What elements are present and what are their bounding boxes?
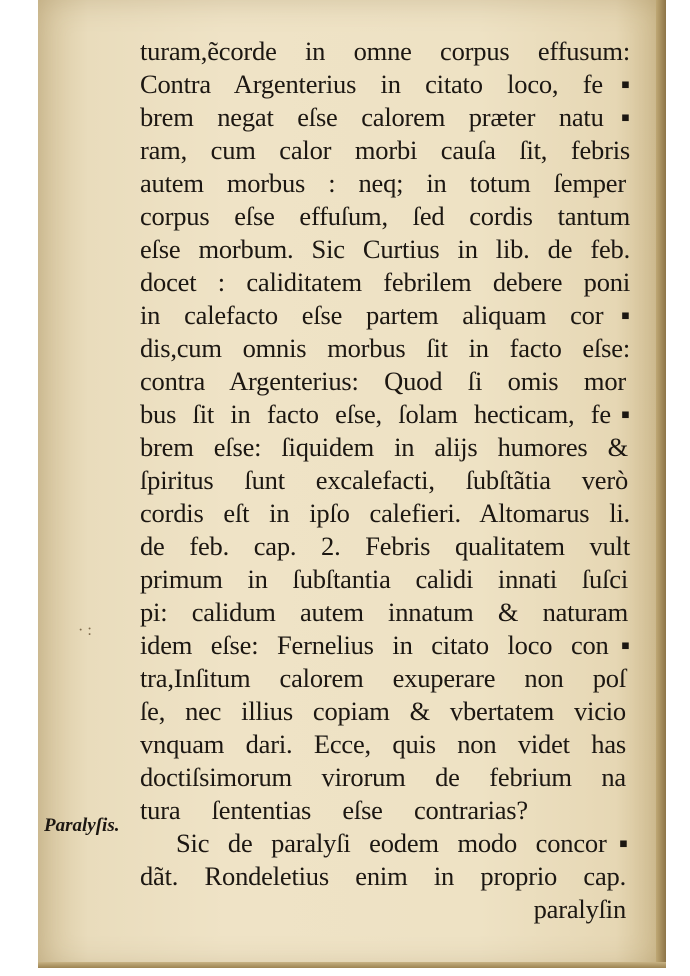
text-line: vnquam dari. Ecce, quis non videt has bbox=[140, 729, 626, 759]
margin-specks: · : bbox=[78, 622, 92, 639]
text-line: cordis eſt in ipſo calefieri. Altomarus li. bbox=[140, 498, 630, 528]
text-line: turam,ẽcorde in omne corpus effusum: bbox=[140, 36, 630, 66]
text-line: tura ſententias eſse contrarias? bbox=[140, 795, 528, 825]
text-line: ram, cum calor morbi cauſa ſit, febris bbox=[140, 135, 630, 165]
catchword: paralyſin bbox=[533, 894, 626, 924]
text-line: de feb. cap. 2. Febris qualitatem vult bbox=[140, 531, 630, 561]
text-line: ſpiritus ſunt excalefacti, ſubſtãtia verò bbox=[140, 465, 628, 495]
text-line: pi: calidum autem innatum & naturam bbox=[140, 597, 628, 627]
text-line: autem morbus : neq; in totum ſemper bbox=[140, 168, 626, 198]
text-line: in calefacto eſse partem aliquam cor▪ bbox=[140, 300, 630, 330]
text-line: Sic de paralyſi eodem modo concor▪ bbox=[176, 828, 628, 858]
text-line: dis,cum omnis morbus ſit in facto eſse: bbox=[140, 333, 630, 363]
text-line: eſse morbum. Sic Curtius in lib. de feb. bbox=[140, 234, 630, 264]
text-line: doctiſsimorum virorum de febrium na bbox=[140, 762, 626, 792]
text-line: corpus eſse effuſum, ſed cordis tantum bbox=[140, 201, 630, 231]
page-edge-bottom bbox=[38, 962, 666, 968]
text-line: brem negat eſse calorem præter natu▪ bbox=[140, 102, 630, 132]
text-line: ſe, nec illius copiam & vbertatem vicio bbox=[140, 696, 626, 726]
text-line: idem eſse: Fernelius in citato loco con▪ bbox=[140, 630, 630, 660]
text-line: bus ſit in facto eſse, ſolam hecticam, fe▪ bbox=[140, 399, 630, 429]
text-line: dãt. Rondeletius enim in proprio cap. bbox=[140, 861, 626, 891]
text-line: docet : caliditatem febrilem debere poni bbox=[140, 267, 630, 297]
text-line: contra Argenterius: Quod ſi omis mor bbox=[140, 366, 626, 396]
text-line: Contra Argenterius in citato loco, fe▪ bbox=[140, 69, 630, 99]
text-line: tra,Inſitum calorem exuperare non poſ bbox=[140, 663, 626, 693]
text-line: primum in ſubſtantia calidi innati ſuſci bbox=[140, 564, 628, 594]
text-line: brem eſse: ſiquidem in alijs humores & bbox=[140, 432, 628, 462]
margin-note: Paralyſis. bbox=[44, 815, 120, 836]
page-edge-right bbox=[656, 0, 666, 968]
